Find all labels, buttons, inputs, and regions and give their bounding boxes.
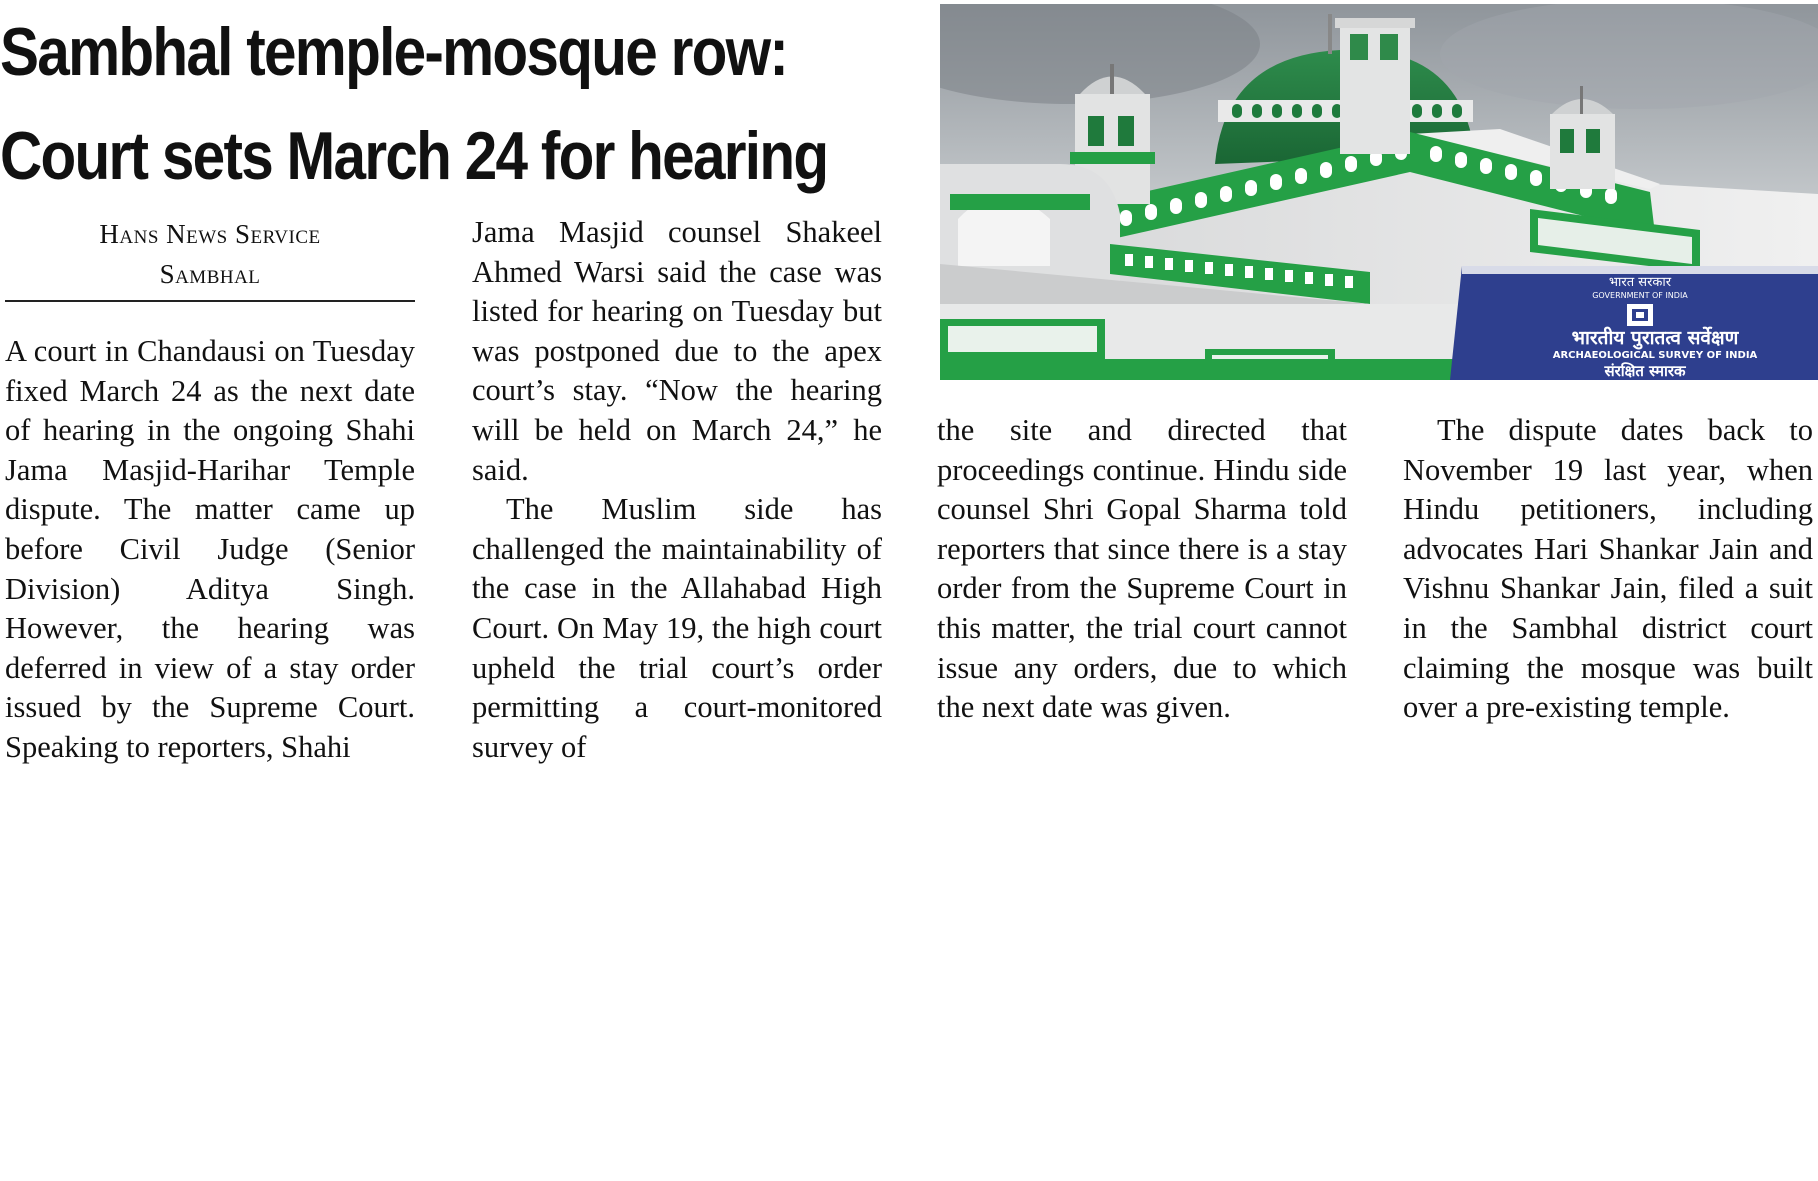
sign-hindi-main: भारतीय पुरातत्व सर्वेक्षण <box>1571 327 1739 349</box>
headline <box>0 0 828 208</box>
byline <box>5 214 415 294</box>
article-paragraph: The dispute dates back to November 19 last year, when Hindu petitioners, including advocates Hari Shankar Jain and Vishnu Shankar Jain, filed a suit in the Sambhal district court claiming the mosque was built over a pre-existing temple. <box>1403 413 1813 725</box>
article-column-4 <box>1403 411 1813 1181</box>
byline-service: Hans News Service <box>99 219 321 249</box>
article-paragraph: the site and directed that proceedings continue. Hindu side counsel Shri Gopal Sharma told reporters that since there is a stay order from the Supreme Court in this matter, the trial court cannot issue any orders, due to which the next date was given. <box>937 413 1347 725</box>
article-paragraph: The Muslim side has challenged the maintainability of the case in the Allahabad High Court. On May 19, the high court upheld the trial court’s order permitting a court-monitored survey of <box>472 492 882 764</box>
mosque-photo <box>940 4 1818 380</box>
article-paragraph: A court in Chandausi on Tuesday fixed March 24 as the next date of hearing in the ongoing Shahi Jama Masjid-Harihar Temple dispute. The matter came up before Civil Judge (Senior Division) Aditya Singh. However, the hearing was deferred in view of a stay order issued by the Supreme Court. Speaking to reporters, Shahi <box>5 334 415 764</box>
sign-english-top: GOVERNMENT OF INDIA <box>1592 291 1688 300</box>
article-column-3 <box>937 411 1347 1181</box>
article-column-1 <box>5 332 415 1102</box>
sign-english-main: ARCHAEOLOGICAL SURVEY OF INDIA <box>1552 350 1758 361</box>
byline-location: Sambhal <box>159 259 261 289</box>
sign-hindi-bottom: संरक्षित स्मारक <box>1604 362 1686 380</box>
article-column-2 <box>472 213 882 983</box>
headline-line-2: Court sets March 24 for hearing <box>0 118 828 194</box>
headline-line-1: Sambhal temple-mosque row: <box>0 14 788 90</box>
article-paragraph: Jama Masjid counsel Shakeel Ahmed Warsi said the case was listed for hearing on Tuesday but was postponed due to the apex court’s stay. “Now the hearing will be held on March 24,” he said. <box>472 215 882 487</box>
sign-hindi-top: भारत सरकार <box>1608 275 1672 290</box>
byline-rule <box>5 300 415 302</box>
